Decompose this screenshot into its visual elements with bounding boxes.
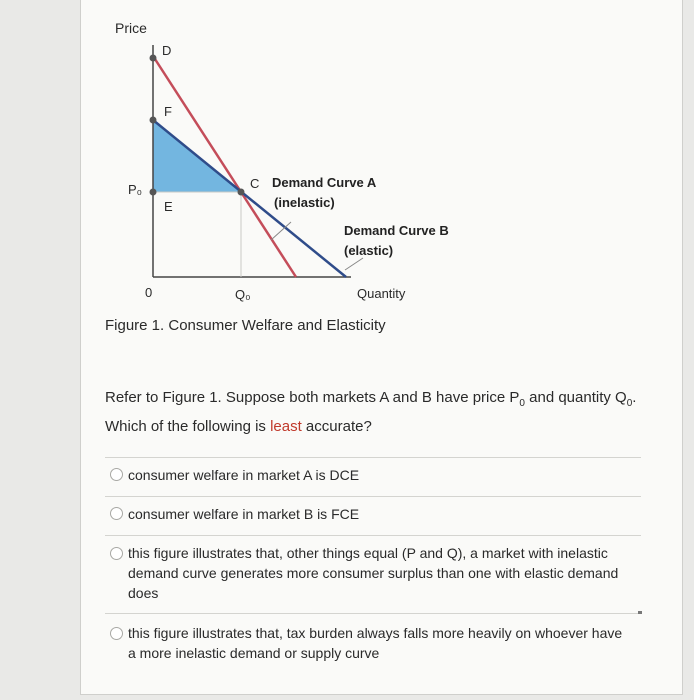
question-subscript-q: 0 — [626, 398, 633, 409]
option-1-text: consumer welfare in market A is DCE — [128, 467, 360, 483]
option-3-text: this figure illustrates that, other things equal (P and Q), a market with inelastic demand curve generates more consumer surplus than one with elastic demand does — [128, 545, 619, 601]
question-emphasis-least: least — [270, 418, 302, 435]
answer-option-4[interactable] — [105, 620, 653, 666]
option-4-text: this figure illustrates that, tax burden always falls more heavily on whoever have a more inelastic demand or supply curve — [128, 625, 623, 661]
curve-b-pointer — [345, 258, 363, 270]
question-part-2: and quantity Q — [524, 389, 627, 406]
radio-option-3[interactable] — [110, 547, 123, 560]
point-c-label: C — [250, 176, 260, 191]
question-part-1: Refer to Figure 1. Suppose both markets A and B have price P — [105, 389, 520, 406]
options-separator-1 — [105, 496, 641, 497]
scroll-tick-mark — [638, 611, 642, 614]
question-subscript-p: 0 — [519, 398, 525, 409]
answer-option-2[interactable] — [105, 501, 653, 531]
option-2-text: consumer welfare in market B is FCE — [128, 506, 360, 522]
answer-option-1[interactable] — [105, 462, 653, 492]
figure-caption: Figure 1. Consumer Welfare and Elasticity — [105, 317, 386, 334]
answer-option-3[interactable] — [105, 540, 653, 606]
radio-option-2[interactable] — [110, 507, 123, 520]
point-f-label: F — [164, 104, 172, 119]
origin-label: 0 — [145, 285, 153, 300]
x-axis-label: Quantity — [357, 286, 406, 301]
q0-label: Q₀ — [235, 287, 251, 302]
point-d-marker — [150, 55, 157, 62]
radio-option-1[interactable] — [110, 468, 123, 481]
y-axis-label: Price — [115, 20, 147, 36]
curve-a-label: Demand Curve A — [272, 175, 377, 190]
options-separator-3 — [105, 613, 641, 614]
question-part-4: accurate? — [301, 418, 372, 435]
options-separator-2 — [105, 535, 641, 536]
radio-option-4[interactable] — [110, 627, 123, 640]
options-separator-top — [105, 457, 641, 458]
point-c-marker — [238, 189, 245, 196]
point-e-marker — [150, 189, 157, 196]
curve-b-note: (elastic) — [344, 243, 394, 258]
curve-b-label: Demand Curve B — [344, 223, 449, 238]
curve-a-note: (inelastic) — [274, 195, 335, 210]
point-d-label: D — [162, 43, 172, 58]
point-e-label: E — [164, 199, 173, 214]
point-f-marker — [150, 117, 157, 124]
p0-label: P₀ — [128, 182, 143, 197]
question-part-3: . Which of the following is — [105, 389, 637, 435]
question-text — [105, 386, 665, 438]
question-card — [80, 0, 683, 695]
